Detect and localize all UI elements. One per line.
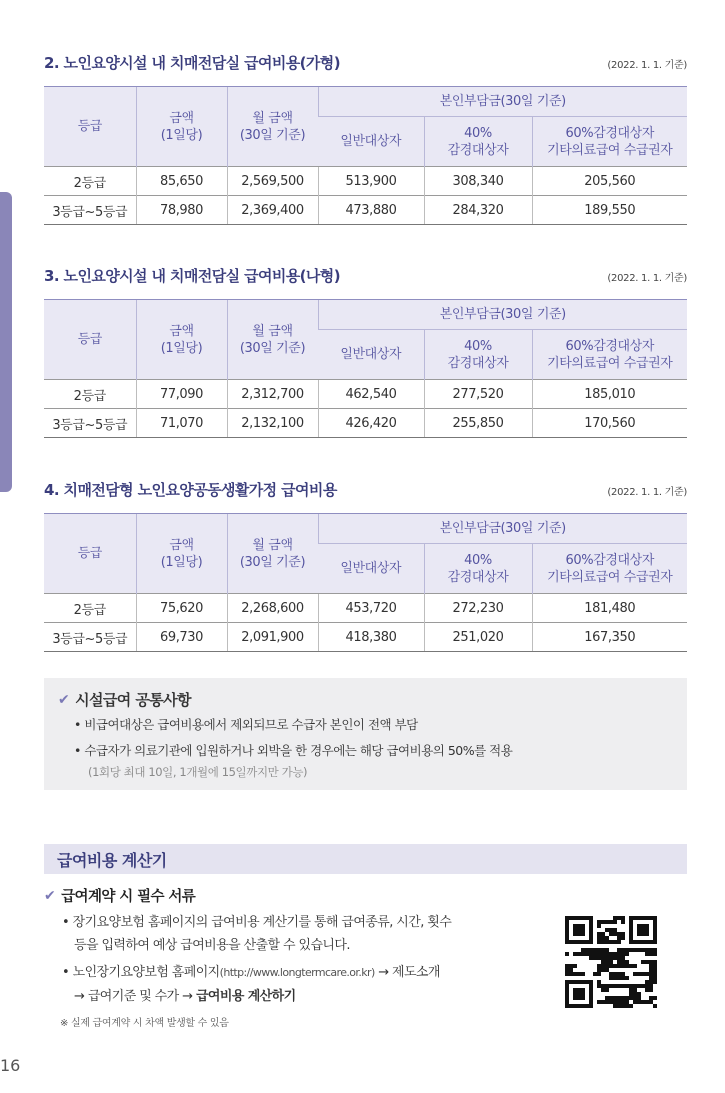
col-copay-group: 본인부담금(30일 기준) — [318, 87, 687, 117]
cell-reduced40: 284,320 — [424, 196, 532, 225]
cell-monthly: 2,091,900 — [227, 623, 318, 652]
col-monthly: 월 금액 (30일 기준) — [227, 87, 318, 167]
col-monthly: 월 금액 (30일 기준) — [227, 300, 318, 380]
col-daily: 금액 (1일당) — [136, 514, 227, 594]
cell-general: 513,900 — [318, 167, 424, 196]
section-date: (2022. 1. 1. 기준) — [607, 60, 687, 71]
col-daily: 금액 (1일당) — [136, 87, 227, 167]
cell-grade: 3등급~5등급 — [44, 409, 136, 438]
cell-general: 462,540 — [318, 380, 424, 409]
col-copay-group: 본인부담금(30일 기준) — [318, 514, 687, 544]
doc-item-cont: 등을 입력하여 예상 급여비용을 산출할 수 있습니다. — [74, 938, 350, 953]
homepage-link[interactable]: (http://www.longtermcare.or.kr) — [219, 966, 375, 979]
table-row — [44, 196, 687, 225]
cell-grade: 2등급 — [44, 380, 136, 409]
section-date: (2022. 1. 1. 기준) — [607, 487, 687, 498]
note-sub: (1회당 최대 10일, 1개월에 15일까지만 가능) — [88, 765, 308, 779]
col-general: 일반대상자 — [318, 117, 424, 167]
cell-grade: 3등급~5등급 — [44, 196, 136, 225]
cell-grade: 2등급 — [44, 594, 136, 623]
doc-item-cont: → 급여기준 및 수가 → 급여비용 계산하기 — [74, 989, 296, 1004]
col-general: 일반대상자 — [318, 330, 424, 380]
qr-code-icon[interactable] — [565, 916, 657, 1008]
table-row — [44, 623, 687, 652]
col-reduced60: 60%감경대상자 기타의료급여 수급권자 — [532, 330, 687, 380]
cell-general: 453,720 — [318, 594, 424, 623]
col-general: 일반대상자 — [318, 544, 424, 594]
side-chapter-tab — [0, 192, 12, 492]
doc-item: • 노인장기요양보험 홈페이지(http://www.longtermcare.or.kr) → 제도소개 — [62, 965, 440, 980]
col-grade: 등급 — [44, 87, 136, 167]
col-copay-group: 본인부담금(30일 기준) — [318, 300, 687, 330]
cell-reduced40: 277,520 — [424, 380, 532, 409]
cell-general: 418,380 — [318, 623, 424, 652]
docs-title: ✔ 급여계약 시 필수 서류 — [44, 887, 196, 905]
doc-item: • 장기요양보험 홈페이지의 급여비용 계산기를 통해 급여종류, 시간, 횟수 — [62, 915, 452, 930]
footnote: ※ 실제 급여계약 시 차액 발생할 수 있음 — [60, 1018, 229, 1029]
cell-monthly: 2,132,100 — [227, 409, 318, 438]
table-row — [44, 409, 687, 438]
cell-daily: 85,650 — [136, 167, 227, 196]
table-row — [44, 380, 687, 409]
cell-daily: 75,620 — [136, 594, 227, 623]
table-row — [44, 594, 687, 623]
col-reduced40: 40% 감경대상자 — [424, 117, 532, 167]
cell-monthly: 2,369,400 — [227, 196, 318, 225]
cell-reduced60: 189,550 — [532, 196, 687, 225]
rate-table — [44, 513, 687, 652]
cell-daily: 71,070 — [136, 409, 227, 438]
cell-reduced60: 167,350 — [532, 623, 687, 652]
table-row — [44, 167, 687, 196]
col-reduced40: 40% 감경대상자 — [424, 330, 532, 380]
cell-reduced60: 181,480 — [532, 594, 687, 623]
cell-grade: 3등급~5등급 — [44, 623, 136, 652]
col-grade: 등급 — [44, 514, 136, 594]
col-reduced40: 40% 감경대상자 — [424, 544, 532, 594]
col-reduced60: 60%감경대상자 기타의료급여 수급권자 — [532, 544, 687, 594]
cell-general: 426,420 — [318, 409, 424, 438]
col-grade: 등급 — [44, 300, 136, 380]
check-icon: ✔ — [58, 691, 70, 708]
section-ga — [44, 52, 687, 225]
cell-daily: 69,730 — [136, 623, 227, 652]
cell-monthly: 2,268,600 — [227, 594, 318, 623]
note-item: • 비급여대상은 급여비용에서 제외되므로 수급자 본인이 전액 부담 — [74, 717, 418, 732]
section-na — [44, 265, 687, 438]
calculator-heading: 급여비용 계산기 — [57, 850, 167, 870]
common-notes-box — [44, 678, 687, 790]
cell-monthly: 2,312,700 — [227, 380, 318, 409]
rate-table — [44, 86, 687, 225]
cell-monthly: 2,569,500 — [227, 167, 318, 196]
cell-reduced60: 185,010 — [532, 380, 687, 409]
section-title: 2. 노인요양시설 내 치매전담실 급여비용(가형) — [44, 54, 340, 72]
col-reduced60: 60%감경대상자 기타의료급여 수급권자 — [532, 117, 687, 167]
calculator-heading-bar — [44, 844, 687, 874]
section-group-home — [44, 479, 687, 652]
rate-table — [44, 299, 687, 438]
note-item: • 수급자가 의료기관에 입원하거나 외박을 한 경우에는 해당 급여비용의 50%를 적용 — [74, 743, 513, 758]
cell-general: 473,880 — [318, 196, 424, 225]
check-icon: ✔ — [44, 887, 56, 904]
section-date: (2022. 1. 1. 기준) — [607, 273, 687, 284]
cell-grade: 2등급 — [44, 167, 136, 196]
cell-reduced60: 170,560 — [532, 409, 687, 438]
cell-reduced40: 272,230 — [424, 594, 532, 623]
notes-title: ✔ 시설급여 공통사항 — [58, 691, 191, 709]
section-title: 4. 치매전담형 노인요양공동생활가정 급여비용 — [44, 481, 337, 499]
cell-reduced40: 251,020 — [424, 623, 532, 652]
col-monthly: 월 금액 (30일 기준) — [227, 514, 318, 594]
section-title: 3. 노인요양시설 내 치매전담실 급여비용(나형) — [44, 267, 340, 285]
cell-daily: 78,980 — [136, 196, 227, 225]
cell-daily: 77,090 — [136, 380, 227, 409]
cell-reduced60: 205,560 — [532, 167, 687, 196]
cell-reduced40: 308,340 — [424, 167, 532, 196]
cell-reduced40: 255,850 — [424, 409, 532, 438]
col-daily: 금액 (1일당) — [136, 300, 227, 380]
page-number: 16 — [0, 1056, 21, 1075]
